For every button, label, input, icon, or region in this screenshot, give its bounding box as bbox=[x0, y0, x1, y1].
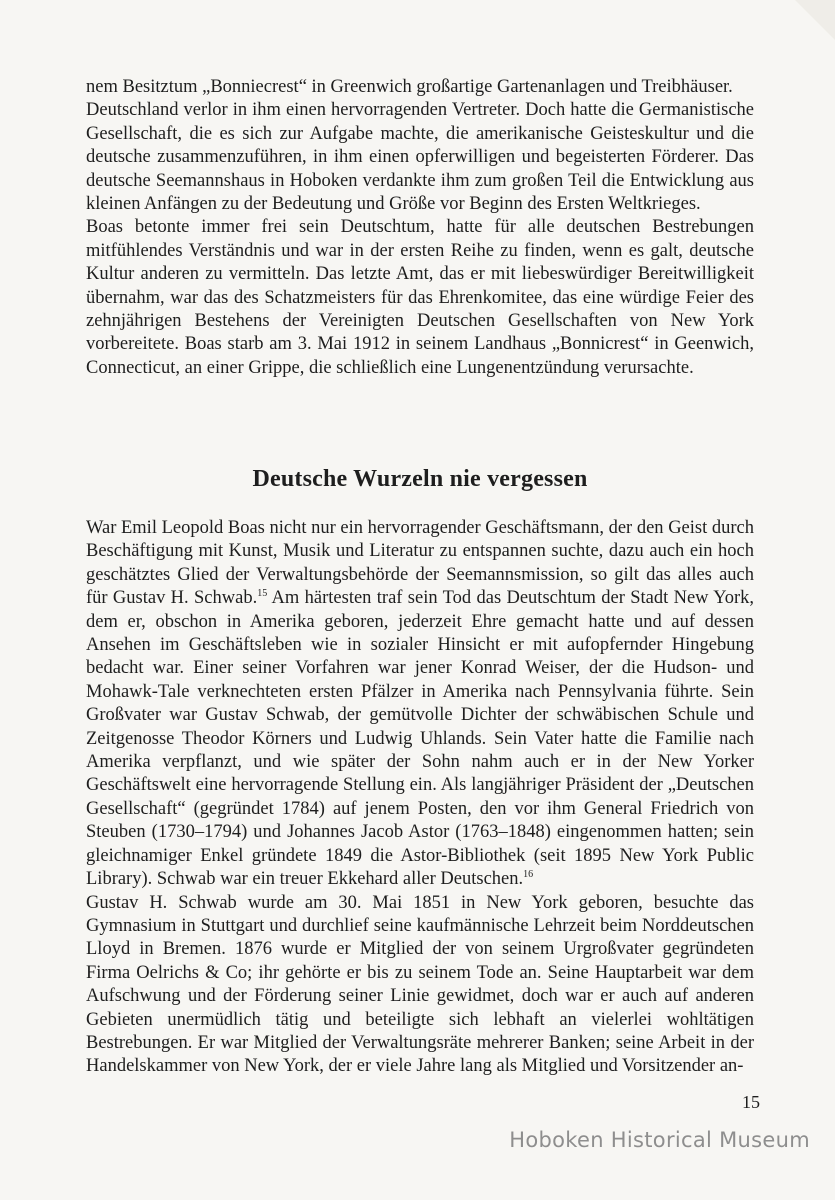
paragraph-schwab-intro-b: Am härtesten traf sein Tod das Deutschtum der Stadt New York, dem er, obschon in Amerika geboren, jederzeit Ehre gemacht hatte und auf dessen Ansehen im Geschäftsleben wie in sozialer Hinsicht er mit aufopfernder Hingebung bedacht war. Einer seiner Vorfahren war jener Konrad Weiser, der die Hudson- und Mohawk-Tale verknechteten ersten Pfälzer in Amerika nach Pennsylvania führte. Sein Großvater war Gustav Schwab, der gemütvolle Dichter der schwäbischen Schule und Zeitgenosse Theodor Körners und Ludwig Uhlands. Sein Vater hatte die Familie nach Amerika verpflanzt, und wie später der Sohn nahm auch er in der New Yorker Geschäftswelt eine hervorragende Stellung ein. Als langjähriger Präsident der „Deutschen Gesellschaft“ (gegründet 1784) auf jenem Posten, den vor ihm General Friedrich von Steuben (1730–1794) und Johannes Jacob Astor (1763–1848) eingenommen hatten; sein gleichnamiger Enkel gründete 1849 die Astor-Bibliothek (seit 1895 New York Public Library). Schwab war ein treuer Ekkehard aller Deutschen. bbox=[86, 588, 754, 890]
paragraph-deutschtum: Boas betonte immer frei sein Deutschtum, hatte für alle deutschen Bestrebungen mitfühlendes Verständnis und war in der ersten Reihe zu finden, wenn es galt, deutsche Kultur anderen zu vermitteln. Das letzte Amt, das er mit liebeswürdiger Bereitwilligkeit übernahm, war das des Schatzmeisters für das Ehrenkomitee, das eine würdige Feier des zehnjährigen Bestehens der Vereinigten Deutschen Gesellschaften von New York vorbereitete. Boas starb am 3. Mai 1912 in seinem Landhaus „Bonnicrest“ in Geenwich, Connecticut, an einer Grippe, die schließlich eine Lungenentzündung verursachte. bbox=[86, 217, 754, 378]
paragraph-continuation: nem Besitztum „Bonniecrest“ in Greenwich großartige Gartenanlagen und Treibhäuser. bbox=[86, 77, 733, 97]
paragraph-schwab-biography: Gustav H. Schwab wurde am 30. Mai 1851 in New York geboren, besuchte das Gymnasium in Stuttgart und durchlief seine kaufmännische Lehrzeit beim Norddeutschen Lloyd in Bremen. 1876 wurde er Mitglied der von seinem Urgroßvater gegründeten Firma Oelrichs & Co; ihr gehörte er bis zu seinem Tode an. Seine Hauptarbeit war dem Aufschwung und der Förderung seiner Linie gewidmet, doch war er auch auf anderen Gebieten unermüdlich tätig und beteiligte sich lebhaft an vielerlei wohltätigen Bestrebungen. Er war Mitglied der Verwaltungsräte mehrerer Banken; seine Arbeit in der Handelskammer von New York, der er viele Jahre lang als Mitglied und Vorsitzender an- bbox=[86, 892, 754, 1077]
page-number: 15 bbox=[742, 1092, 760, 1112]
watermark-text: Hoboken Historical Museum bbox=[509, 1128, 810, 1152]
paragraph-schwab-intro bbox=[86, 517, 754, 892]
paragraph-vertreter bbox=[86, 99, 754, 216]
body-text-bottom bbox=[86, 517, 754, 1079]
page-corner bbox=[795, 0, 835, 40]
footnote-marker-15: 15 bbox=[257, 588, 268, 600]
paragraph-schwab-intro-a: War Emil Leopold Boas nicht nur ein hervorragender Geschäftsmann, der den Geist durch Beschäftigung mit Kunst, Musik und Literatur zu entspannen suchte, dazu auch ein hoch geschätztes Glied der Verwaltungsbehörde der Seemannsmission, so gilt das alles auch für Gustav H. Schwab. bbox=[86, 518, 754, 609]
paragraph-vertreter-text: Deutschland verlor in ihm einen hervorragenden Vertreter. Doch hatte die Germanistische Gesellschaft, die es sich zur Aufgabe machte, die amerikanische Geisteskultur und die deutsche zusammenzuführen, in ihm einen opferwilligen und begeisterten Förderer. Das deutsche Seemannshaus in Hoboken verdankte ihm zum großen Teil die Entwicklung aus kleinen Anfängen zu der Bedeutung und Größe vor Beginn des Ersten Weltkrieges. bbox=[86, 100, 754, 215]
footnote-marker-16: 16 bbox=[523, 868, 534, 880]
section-heading: Deutsche Wurzeln nie vergessen bbox=[252, 466, 588, 492]
body-text-top bbox=[86, 76, 754, 380]
